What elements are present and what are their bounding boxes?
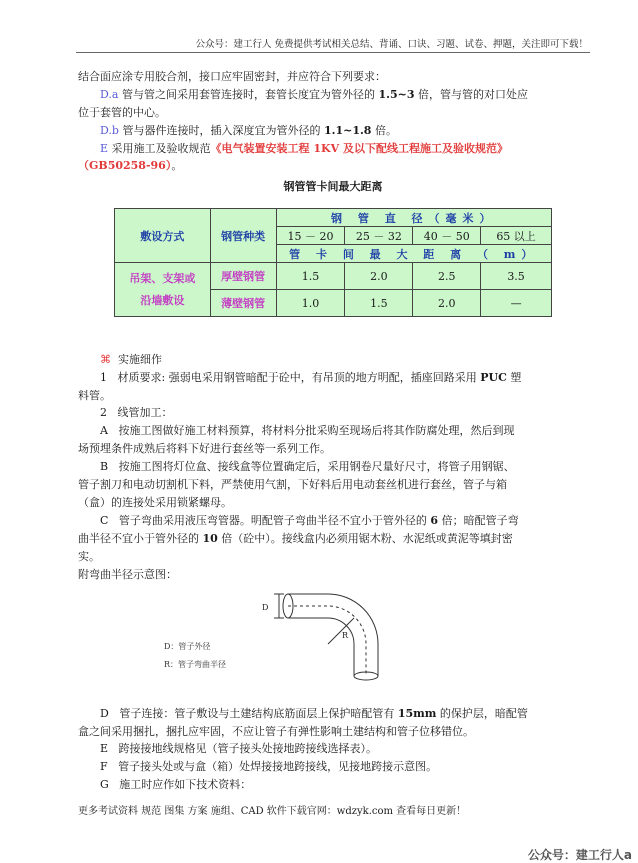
legend-r: R：管子弯曲半径 (164, 660, 227, 669)
item-db-label: D.b (100, 124, 119, 137)
table-cell: 1.5 (345, 290, 413, 317)
standard-name: 《电气装置安装工程 1KV 及以下配线工程施工及验收规范》 (210, 142, 508, 155)
diagram-caption: 附弯曲半径示意图： (78, 568, 177, 581)
item-e-label: E (100, 142, 109, 155)
pipe-type-cell: 厚壁钢管 (210, 263, 276, 290)
table-cell: 2.5 (413, 263, 481, 290)
page-header: 公众号：建工行人 免费提供考试相关总结、背诵、口诀、习题、试卷、押题，关注即可下载！ (195, 39, 588, 50)
legend-d: D：管子外径 (164, 642, 211, 651)
table-cell: 2.0 (345, 263, 413, 290)
paragraph-e: E 跨接接地线规格见（管子接头处接地跨接线选择表）。 (100, 742, 378, 755)
item-e: E 采用施工及验收规范《电气装置安装工程 1KV 及以下配线工程施工及验收规范》 (100, 142, 508, 155)
paragraph-2: 2 线管加工： (100, 406, 173, 419)
method-cell: 吊架、支架或 沿墙敷设 (115, 263, 211, 317)
table-cell: 1.5 (276, 263, 345, 290)
section-heading: ⌘ 实施细作 (100, 353, 162, 366)
intro-paragraph: 结合面应涂专用胶合剂，接口应牢固密封，并应符合下列要求： (78, 70, 386, 83)
diameter-header: 钢 管 直 径（毫米） (276, 209, 551, 227)
paragraph-b-line3: （盒）的连接处采用锁紧螺母。 (78, 496, 232, 509)
distance-header: 管 卡 间 最 大 距 离 （ m） (276, 245, 551, 263)
item-da-continued: 位于套管的中心。 (78, 106, 166, 119)
section-symbol-icon: ⌘ (100, 353, 111, 366)
paragraph-b: B 按施工图将灯位盒、接线盒等位置确定后，采用钢卷尺量好尺寸，将管子用钢锯、 (100, 460, 515, 473)
paragraph-g: G 施工时应作如下技术资料： (100, 778, 252, 791)
table-cell: 2.0 (413, 290, 481, 317)
item-db: D.b 管与器件连接时，插入深度宜为管外径的 1.1~1.8 倍。 (100, 124, 397, 137)
page-footer: 更多考试资料 规范 图集 方案 施组、CAD 软件下载官网：wdzyk.com 查看每日更新！ (78, 806, 467, 817)
paragraph-c-line3: 实。 (78, 550, 100, 563)
standard-code: （GB50258-96） (78, 159, 172, 172)
paragraph-c: C 管子弯曲采用液压弯管器。明配管子弯曲半径不宜小于管外径的 6 倍；暗配管子弯 (100, 514, 519, 527)
col-header-method: 敷设方式 (115, 209, 211, 263)
d-mark: D (262, 603, 269, 612)
diameter-cell: 25 － 32 (345, 227, 413, 245)
table-cell: — (481, 290, 552, 317)
paragraph-a-line2: 场预埋条件成熟后将料下好进行套丝等一系列工作。 (78, 442, 331, 455)
paragraph-f: F 管子接头处或与盒（箱）处焊接接地跨接线，见接地跨接示意图。 (100, 760, 438, 773)
paragraph-1-continued: 料管。 (78, 389, 111, 402)
paragraph-c-line2: 曲半径不宜小于管外径的 10 倍（砼中）。接线盒内必须用锯木粉、水泥纸或黄泥等填封密 (78, 532, 513, 545)
header-divider (76, 52, 590, 53)
pipe-inner-wall (288, 618, 354, 676)
diameter-cell: 40 － 50 (413, 227, 481, 245)
r-mark: R (342, 631, 349, 640)
pipe-type-cell: 薄壁钢管 (210, 290, 276, 317)
paragraph-1: 1 材质要求: 强弱电采用钢管暗配于砼中，有吊顶的地方明配，插座回路采用 PUC 塑 (100, 371, 522, 384)
paragraph-d-line2: 盒之间采用捆扎，捆扎应牢固，不应让管子有弹性影响土建结构和管子位移错位。 (78, 725, 474, 738)
diameter-cell: 65 以上 (481, 227, 552, 245)
table-cell: 1.0 (276, 290, 345, 317)
diameter-cell: 15 － 20 (276, 227, 345, 245)
table-title: 钢管管卡间最大距离 (283, 180, 383, 193)
corner-watermark: 公众号：建工行人a (527, 848, 632, 862)
bend-radius-diagram (258, 586, 388, 686)
item-e-code-line: （GB50258-96）。 (78, 159, 183, 172)
pipe-clamp-table (114, 208, 552, 317)
col-header-type: 钢管种类 (210, 209, 276, 263)
paragraph-d: D 管子连接：管子敷设与土建结构底筋面层上保护暗配管有 15mm 的保护层，暗配管 (100, 707, 528, 720)
item-da: D.a 管与管之间采用套管连接时，套管长度宜为管外径的 1.5~3 倍，管与管的对口处应 (100, 88, 528, 101)
paragraph-b-line2: 管子割刀和电动切割机下料，严禁使用气割，下好料后用电动套丝机进行套丝，管子与箱 (78, 478, 507, 491)
paragraph-a: A 按施工图做好施工材料预算，将材料分批采购至现场后将其作防腐处理，然后到现 (100, 424, 515, 437)
table-cell: 3.5 (481, 263, 552, 290)
item-da-label: D.a (100, 88, 119, 101)
